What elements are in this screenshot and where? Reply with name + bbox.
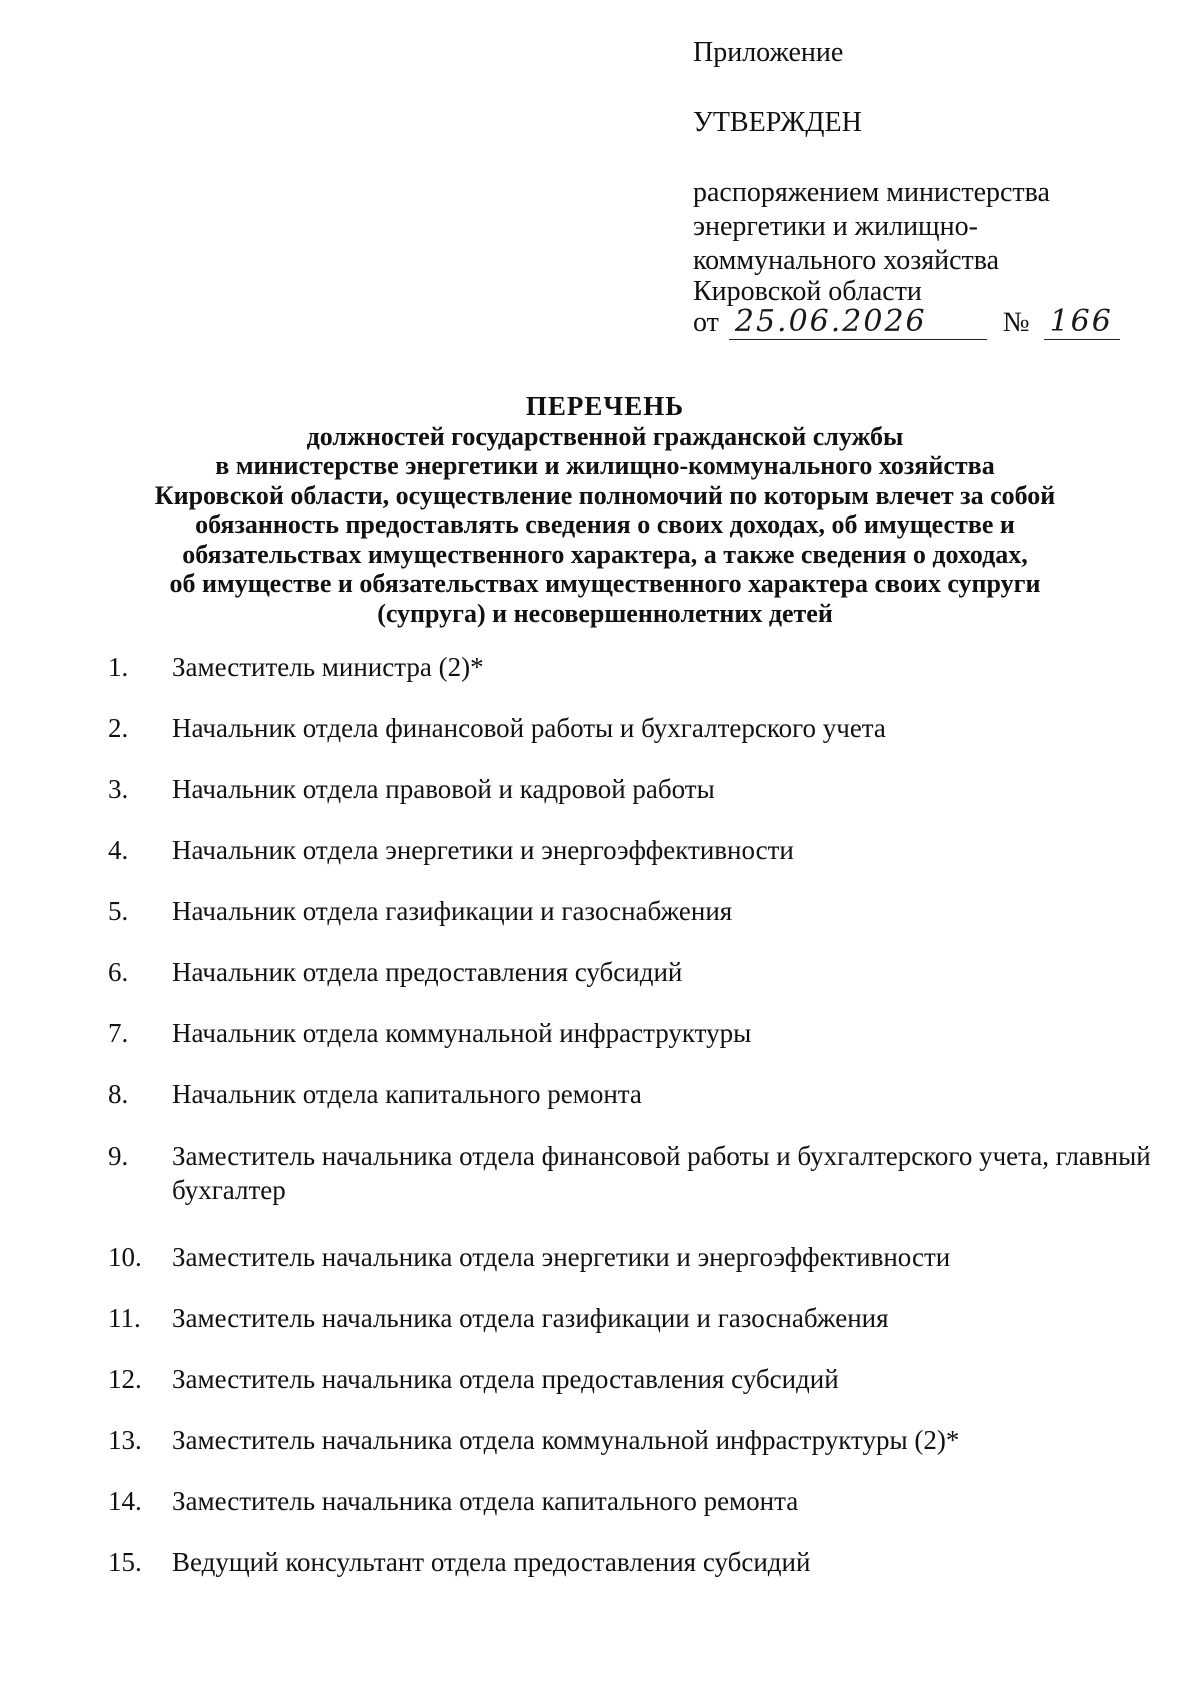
title-main: ПЕРЕЧЕНЬ [525, 391, 685, 421]
title-line: должностей государственной гражданской службы [306, 421, 904, 451]
item-text: Заместитель начальника отдела газификации и газоснабжения [172, 1303, 889, 1333]
approval-block [693, 36, 1173, 340]
list-item [108, 955, 1178, 989]
item-number: 5. [108, 896, 129, 926]
item-text: Начальник отдела газификации и газоснабжения [172, 896, 733, 926]
item-text: Заместитель начальника отдела капитального ремонта [172, 1486, 799, 1516]
item-number: 9. [108, 1141, 129, 1171]
date-prefix: от [693, 307, 719, 338]
item-text: Заместитель начальника отдела предоставления субсидий [172, 1364, 839, 1394]
order-line: энергетики и жилищно- [693, 211, 978, 242]
list-item [108, 1423, 1178, 1457]
item-number: 1. [108, 652, 129, 682]
list-item [108, 1077, 1178, 1111]
item-number: 2. [108, 713, 129, 743]
list-item [108, 1240, 1178, 1274]
item-text: Начальник отдела финансовой работы и бухгалтерского учета [172, 713, 886, 743]
item-number: 12. [108, 1364, 142, 1394]
title-line: (супруга) и несовершеннолетних детей [377, 598, 833, 628]
item-number: 8. [108, 1079, 129, 1109]
item-number: 7. [108, 1018, 129, 1048]
title-line: об имуществе и обязательствах имущественного характера своих супруги [169, 569, 1041, 598]
item-text: Ведущий консультант отдела предоставления субсидий [172, 1547, 811, 1577]
date-number-row [693, 306, 1173, 340]
item-text: Начальник отдела энергетики и энергоэффективности [172, 835, 794, 865]
list-item [108, 1545, 1178, 1579]
list-item [108, 1139, 1178, 1207]
order-line: распоряжением министерства [693, 177, 1050, 208]
item-number: 6. [108, 957, 129, 987]
item-number: 3. [108, 774, 129, 804]
item-text: Заместитель начальника отдела коммунальной инфраструктуры (2)* [172, 1425, 960, 1455]
order-line: Кировской области [693, 276, 922, 307]
item-text: Начальник отдела правовой и кадровой работы [172, 774, 715, 804]
approved-label: УТВЕРЖДЕН [693, 107, 862, 138]
item-text: Начальник отдела предоставления субсидий [172, 957, 683, 987]
item-text: Заместитель начальника отдела энергетики и энергоэффективности [172, 1242, 951, 1272]
handwritten-date: 25.06.2026 [734, 304, 927, 339]
list-item [108, 1301, 1178, 1335]
order-line: коммунального хозяйства [693, 245, 1000, 276]
number-label: № [1002, 307, 1030, 338]
item-number: 15. [108, 1547, 142, 1577]
item-number: 10. [108, 1242, 142, 1272]
item-text: Начальник отдела коммунальной инфраструктуры [172, 1018, 752, 1048]
item-number: 4. [108, 835, 129, 865]
handwritten-number: 166 [1049, 304, 1113, 339]
title-line: в министерстве энергетики и жилищно-коммунального хозяйства [215, 451, 995, 480]
list-item [108, 1016, 1178, 1050]
date-field [729, 304, 987, 340]
title-line: обязательствах имущественного характера, а также сведения о доходах, [182, 539, 1028, 569]
list-item [108, 1484, 1178, 1518]
item-text: Заместитель начальника отдела финансовой работы и бухгалтерского учета, главный бухгалтер [172, 1141, 1151, 1205]
title-line: обязанность предоставлять сведения о своих доходах, об имуществе и [195, 510, 1015, 539]
list-item [108, 772, 1178, 806]
list-item [108, 650, 1178, 684]
number-field [1044, 304, 1120, 340]
list-item [108, 711, 1178, 745]
list-item [108, 1362, 1178, 1396]
list-item [108, 833, 1178, 867]
item-number: 14. [108, 1486, 142, 1516]
list-item [108, 894, 1178, 928]
item-text: Начальник отдела капитального ремонта [172, 1079, 642, 1109]
item-text: Заместитель министра (2)* [172, 652, 484, 682]
item-number: 11. [108, 1303, 141, 1333]
appendix-label: Приложение [693, 37, 844, 68]
item-number: 13. [108, 1425, 142, 1455]
document-title [80, 392, 1130, 628]
title-line: Кировской области, осуществление полномочий по которым влечет за собой [154, 480, 1056, 510]
